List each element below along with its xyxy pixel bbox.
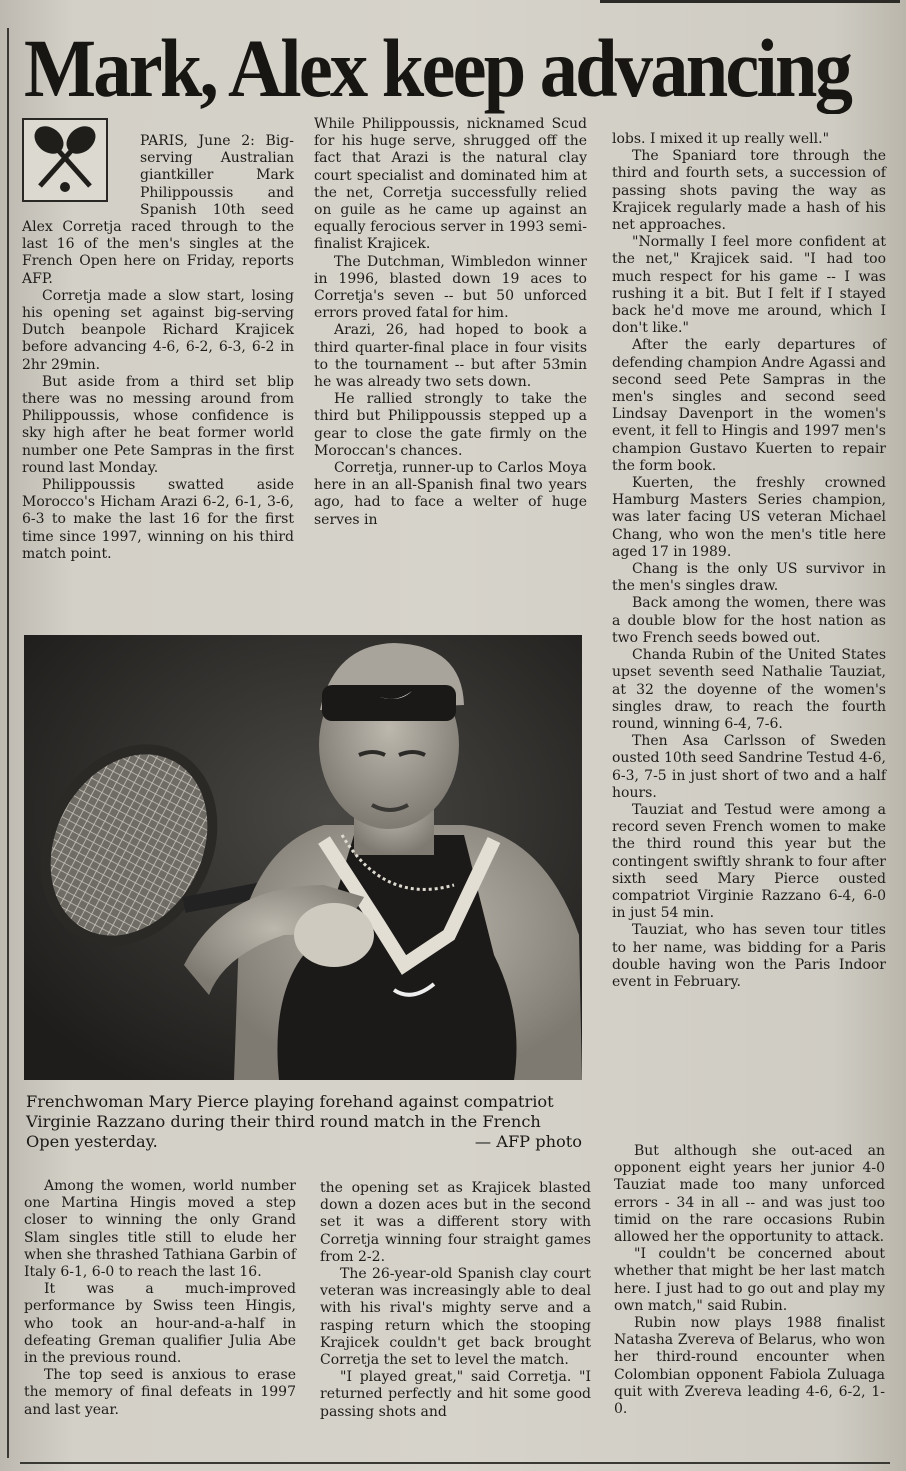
- paragraph: Among the women, world number one Martina Hingis moved a step closer to winning the only Grand Slam singles title still to elude her when she thrashed Tathiana Garbin of Italy 6-1, 6-0 to reach the last 16.: [24, 1178, 296, 1281]
- paragraph: But aside from a third set blip there was no messing around from Philippoussis, whose confidence is sky high after he beat former world number one Pete Sampras in the first round last Monday.: [22, 373, 294, 476]
- caption-text: Frenchwoman Mary Pierce playing forehand against compatriot Virginie Razzano during their third round match in the French Open yesterday.: [26, 1092, 554, 1151]
- article-column-4: [24, 1178, 296, 1419]
- paragraph: While Philippoussis, nicknamed Scud for his huge serve, shrugged off the fact that Arazi is the natural clay court specialist and dominated him at the net, Corretja successfully relied on guile as he came up against an equally ferocious server in 1993 semi-finalist Krajicek.: [314, 116, 587, 253]
- paragraph: Philippoussis swatted aside Morocco's Hicham Arazi 6-2, 6-1, 3-6, 6-3 to make the last 16 for the first time since 1997, winning on his third match point.: [22, 477, 294, 562]
- paragraph: It was a much-improved performance by Swiss teen Hingis, who took an hour-and-a-half in defeating Greman qualifier Julia Abe in the previous round.: [24, 1281, 296, 1367]
- paragraph: The Dutchman, Wimbledon winner in 1996, blasted down 19 aces to Corretja's seven -- but 50 unforced errors proved fatal for him.: [314, 253, 587, 322]
- paragraph: lobs. I mixed it up really well.": [612, 131, 830, 147]
- top-rule: [600, 0, 900, 3]
- bottom-rule: [20, 1462, 890, 1464]
- paragraph: Corretja, runner-up to Carlos Moya here in an all-Spanish final two years ago, had to face a welter of huge serves in: [314, 460, 587, 528]
- photo-credit: — AFP photo: [474, 1132, 582, 1151]
- paragraph: Rubin now plays 1988 finalist Natasha Zvereva of Belarus, who won her third-round encounter when Colombian opponent Fabiola Zuluaga quit with Zvereva leading 4-6, 6-2, 1-0.: [614, 1315, 885, 1418]
- article-column-3: [612, 131, 886, 991]
- tennis-player-photo: [24, 635, 582, 1080]
- paragraph: Then Asa Carlsson of Sweden ousted 10th seed Sandrine Testud 4-6, 6-3, 7-5 in just short of two and a half hours.: [612, 733, 886, 801]
- paragraph: After the early departures of defending champion Andre Agassi and second seed Pete Sampras in the men's singles and second seed Lindsay Davenport in the women's event, it fell to Hingis and 1997 men's champion Gustavo Kuerten to repair the form book.: [612, 337, 886, 474]
- paragraph: Tauziat and Testud were among a record seven French women to make the third round this year but the contingent swiftly shrank to four after sixth seed Mary Pierce ousted compatriot Virginie Razzano 6-4, 6-0 in just 54 min.: [612, 801, 886, 922]
- paragraph: "I couldn't be concerned about whether that might be her last match here. I just had to go out and play my own match," said Rubin.: [614, 1246, 885, 1314]
- paragraph: "Normally I feel more confident at the net," Krajicek said. "I had too much respect for his game -- I was rushing it a bit. But I felt if I stayed back he'd move me around, which I don't like.": [612, 234, 886, 337]
- photo-caption: [26, 1092, 582, 1152]
- paragraph: He rallied strongly to take the third but Philippoussis stepped up a gear to close the gate firmly on the Moroccan's chances.: [314, 391, 587, 459]
- paragraph: Chang is the only US survivor in the men's singles draw.: [612, 561, 886, 595]
- article-column-5: [320, 1180, 591, 1421]
- paragraph: the opening set as Krajicek blasted down a dozen aces but in the second set it was a different story with Corretja winning four straight games from 2-2.: [320, 1180, 591, 1265]
- left-column-rule: [7, 28, 9, 1458]
- dateline: PARIS, June 2:: [140, 133, 255, 149]
- paragraph: "I played great," said Corretja. "I returned perfectly and hit some good passing shots and: [320, 1369, 591, 1420]
- paragraph: The Spaniard tore through the third and fourth sets, a succession of passing shots paving the way as Krajicek regularly made a hash of his net approaches.: [612, 148, 886, 234]
- paragraph: Tauziat, who has seven tour titles to her name, was bidding for a Paris double having won the Paris Indoor event in February.: [612, 922, 886, 990]
- article-column-6: [614, 1143, 885, 1418]
- paragraph: Big-serving Australian giantkiller Mark Philippoussis and Spanish 10th seed Alex Corretja raced through to the last 16 of the men's singles at the French Open here on Friday, reports AFP.: [22, 133, 294, 287]
- paragraph: Chanda Rubin of the United States upset seventh seed Nathalie Tauziat, at 32 the doyenne of the women's singles draw, to reach the fourth round, winning 6-4, 7-6.: [612, 647, 886, 732]
- paragraph: Arazi, 26, had hoped to book a third quarter-final place in four visits to the tournament -- but after 53min he was already two sets down.: [314, 322, 587, 391]
- paragraph: The top seed is anxious to erase the memory of final defeats in 1997 and last year.: [24, 1367, 296, 1418]
- headline: Mark, Alex keep advancing: [24, 22, 851, 114]
- paragraph: But although she out-aced an opponent eight years her junior 4-0 Tauziat made too many unforced errors - 34 in all -- and was just too timid on the rare occasions Rubin allowed her the opportunity to attack.: [614, 1143, 885, 1246]
- paragraph: Corretja made a slow start, losing his opening set against big-serving Dutch beanpole Richard Krajicek before advancing 4-6, 6-2, 6-3, 6-2 in 2hr 29min.: [22, 287, 294, 373]
- article-column-1: [22, 133, 294, 563]
- paragraph: The 26-year-old Spanish clay court veteran was increasingly able to deal with his rival's mighty serve and a rasping return which the stooping Krajicek couldn't get back brought Corretja the set to level the match.: [320, 1266, 591, 1369]
- article-column-2: [314, 116, 587, 529]
- paragraph: Kuerten, the freshly crowned Hamburg Masters Series champion, was later facing US veteran Michael Chang, who won the men's title here aged 17 in 1989.: [612, 475, 886, 560]
- paragraph: Back among the women, there was a double blow for the host nation as two French seeds bowed out.: [612, 595, 886, 646]
